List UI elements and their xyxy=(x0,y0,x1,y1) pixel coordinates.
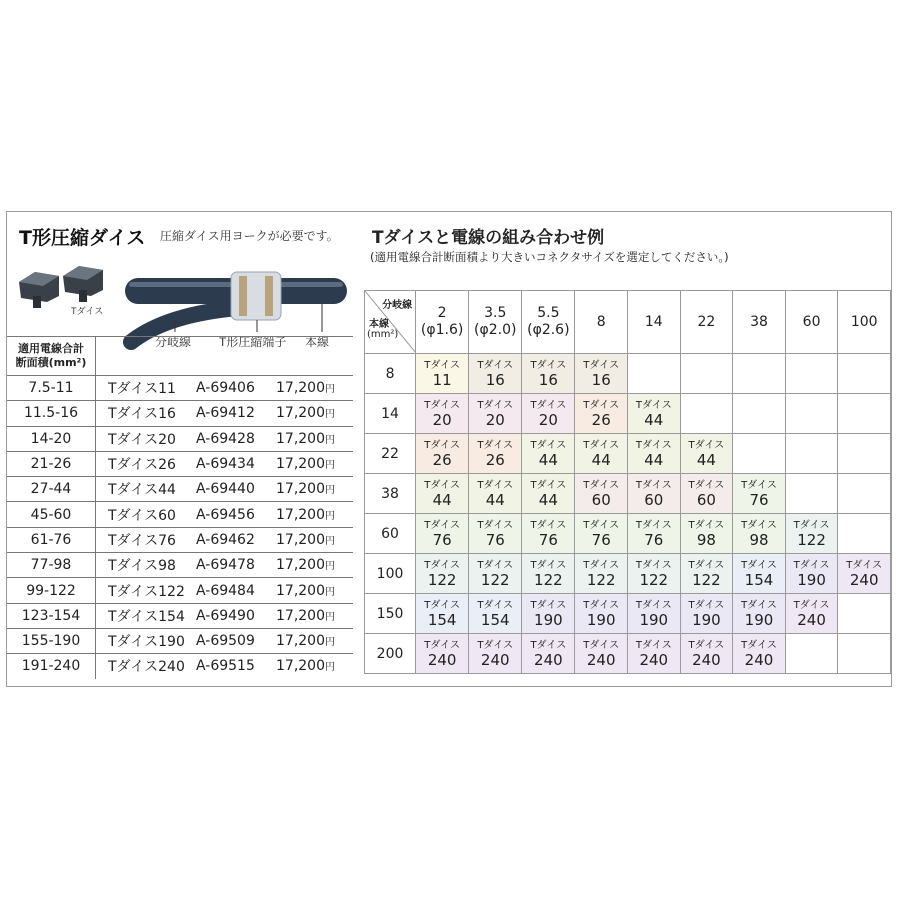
table-row xyxy=(365,434,891,474)
combination-cell: Tダイス 44 xyxy=(628,394,681,434)
combination-cell: Tダイス 154 xyxy=(469,594,522,634)
price: 17,200円 xyxy=(276,527,353,552)
table-row xyxy=(365,594,891,634)
combination-cell xyxy=(785,434,838,474)
combination-cell xyxy=(680,354,733,394)
die-name: Tダイス98 xyxy=(96,553,197,578)
table-header xyxy=(7,337,353,376)
table-row xyxy=(7,376,353,401)
terminal-label: T形圧縮端子 xyxy=(219,335,287,349)
area-range: 123-154 xyxy=(7,603,96,628)
die-price-table xyxy=(7,336,353,679)
die-name: Tダイス240 xyxy=(96,654,197,679)
combination-cell xyxy=(785,394,838,434)
table-row xyxy=(365,394,891,434)
combination-cell xyxy=(733,354,786,394)
t-die-icon xyxy=(19,266,103,308)
row-header: 60 xyxy=(365,514,416,554)
area-range: 61-76 xyxy=(7,527,96,552)
column-header: 60 xyxy=(785,291,838,354)
area-range: 11.5-16 xyxy=(7,401,96,426)
corner-unit: (mm²) xyxy=(367,329,399,340)
combination-cell: Tダイス 190 xyxy=(522,594,575,634)
corner-main: 本線 xyxy=(369,319,389,330)
table-row xyxy=(7,553,353,578)
combination-cell xyxy=(838,514,891,554)
die-name: Tダイス122 xyxy=(96,578,197,603)
price: 17,200円 xyxy=(276,426,353,451)
part-code: A-69484 xyxy=(196,578,276,603)
combination-cell xyxy=(838,354,891,394)
price: 17,200円 xyxy=(276,451,353,476)
table-row xyxy=(7,603,353,628)
die-name: Tダイス190 xyxy=(96,628,197,653)
combination-cell: Tダイス 44 xyxy=(469,474,522,514)
area-range: 99-122 xyxy=(7,578,96,603)
row-header: 38 xyxy=(365,474,416,514)
combination-cell: Tダイス 122 xyxy=(469,554,522,594)
area-range: 191-240 xyxy=(7,654,96,679)
combination-cell: Tダイス 44 xyxy=(416,474,469,514)
die-name: Tダイス16 xyxy=(96,401,197,426)
combination-cell: Tダイス 60 xyxy=(628,474,681,514)
price: 17,200円 xyxy=(276,628,353,653)
combination-cell: Tダイス 240 xyxy=(628,634,681,674)
t-terminal xyxy=(231,272,281,320)
row-header: 150 xyxy=(365,594,416,634)
combination-table xyxy=(364,290,891,674)
combination-cell: Tダイス 26 xyxy=(469,434,522,474)
combination-cell: Tダイス 98 xyxy=(733,514,786,554)
price: 17,200円 xyxy=(276,401,353,426)
part-code: A-69440 xyxy=(196,477,276,502)
combination-cell: Tダイス 26 xyxy=(575,394,628,434)
part-code: A-69515 xyxy=(196,654,276,679)
combination-cell: Tダイス 122 xyxy=(785,514,838,554)
die-list-section xyxy=(7,212,353,686)
combination-cell: Tダイス 122 xyxy=(680,554,733,594)
corner-cell xyxy=(365,291,416,354)
combination-cell: Tダイス 44 xyxy=(628,434,681,474)
table-row xyxy=(7,654,353,679)
combination-cell: Tダイス 154 xyxy=(733,554,786,594)
yoke-note: 圧縮ダイス用ヨークが必要です。 xyxy=(160,229,339,243)
die-name: Tダイス76 xyxy=(96,527,197,552)
area-range: 14-20 xyxy=(7,426,96,451)
combination-cell: Tダイス 44 xyxy=(522,474,575,514)
price: 17,200円 xyxy=(276,603,353,628)
combination-cell: Tダイス 190 xyxy=(628,594,681,634)
column-header: 2 (φ1.6) xyxy=(416,291,469,354)
table-row xyxy=(7,578,353,603)
column-header: 100 xyxy=(838,291,891,354)
area-range: 7.5-11 xyxy=(7,376,96,401)
combination-cell: Tダイス 122 xyxy=(628,554,681,594)
price: 17,200円 xyxy=(276,654,353,679)
combination-cell: Tダイス 11 xyxy=(416,354,469,394)
combination-cell: Tダイス 20 xyxy=(416,394,469,434)
combination-cell: Tダイス 122 xyxy=(416,554,469,594)
row-header: 22 xyxy=(365,434,416,474)
combination-cell xyxy=(785,354,838,394)
column-header: 5.5 (φ2.6) xyxy=(522,291,575,354)
part-code: A-69434 xyxy=(196,451,276,476)
row-header: 200 xyxy=(365,634,416,674)
combination-cell xyxy=(838,474,891,514)
combination-cell: Tダイス 76 xyxy=(628,514,681,554)
combination-cell xyxy=(785,634,838,674)
product-panel xyxy=(6,211,892,687)
table-row xyxy=(7,477,353,502)
main-label: 本線 xyxy=(305,335,330,349)
table-row xyxy=(7,426,353,451)
price: 17,200円 xyxy=(276,578,353,603)
combination-cell: Tダイス 98 xyxy=(680,514,733,554)
combination-cell: Tダイス 240 xyxy=(733,634,786,674)
part-code: A-69478 xyxy=(196,553,276,578)
table-row xyxy=(7,401,353,426)
die-name: Tダイス60 xyxy=(96,502,197,527)
combination-note: (適用電線合計断面積より大きいコネクタサイズを選定してください。) xyxy=(370,250,729,264)
column-header: 22 xyxy=(680,291,733,354)
combination-cell: Tダイス 76 xyxy=(575,514,628,554)
price: 17,200円 xyxy=(276,376,353,401)
column-header: 38 xyxy=(733,291,786,354)
part-code: A-69462 xyxy=(196,527,276,552)
combination-cell xyxy=(733,434,786,474)
combination-cell: Tダイス 190 xyxy=(680,594,733,634)
row-header: 14 xyxy=(365,394,416,434)
area-range: 45-60 xyxy=(7,502,96,527)
combination-cell: Tダイス 190 xyxy=(785,554,838,594)
combination-cell: Tダイス 60 xyxy=(575,474,628,514)
combination-title: Tダイスと電線の組み合わせ例 xyxy=(372,228,605,248)
area-header: 適用電線合計 断面積(mm²) xyxy=(7,337,96,376)
combination-cell: Tダイス 16 xyxy=(522,354,575,394)
part-code: A-69428 xyxy=(196,426,276,451)
combination-cell: Tダイス 240 xyxy=(522,634,575,674)
combination-cell xyxy=(628,354,681,394)
die-name: Tダイス154 xyxy=(96,603,197,628)
area-range: 155-190 xyxy=(7,628,96,653)
column-header-row xyxy=(365,291,891,354)
part-code: A-69406 xyxy=(196,376,276,401)
combination-cell xyxy=(838,594,891,634)
combination-cell: Tダイス 240 xyxy=(838,554,891,594)
die-name: Tダイス11 xyxy=(96,376,197,401)
table-row xyxy=(7,527,353,552)
combination-cell: Tダイス 240 xyxy=(785,594,838,634)
part-code: A-69456 xyxy=(196,502,276,527)
combination-cell: Tダイス 44 xyxy=(522,434,575,474)
area-range: 21-26 xyxy=(7,451,96,476)
combination-cell: Tダイス 240 xyxy=(469,634,522,674)
combination-cell: Tダイス 122 xyxy=(575,554,628,594)
column-header: 8 xyxy=(575,291,628,354)
combination-cell: Tダイス 16 xyxy=(469,354,522,394)
combination-cell: Tダイス 16 xyxy=(575,354,628,394)
part-code: A-69412 xyxy=(196,401,276,426)
table-row xyxy=(365,474,891,514)
combination-cell: Tダイス 240 xyxy=(575,634,628,674)
column-header: 14 xyxy=(628,291,681,354)
column-header: 3.5 (φ2.0) xyxy=(469,291,522,354)
table-row xyxy=(365,554,891,594)
combination-cell: Tダイス 240 xyxy=(416,634,469,674)
combination-cell: Tダイス 76 xyxy=(469,514,522,554)
row-header: 8 xyxy=(365,354,416,394)
combination-cell: Tダイス 76 xyxy=(733,474,786,514)
combination-cell: Tダイス 190 xyxy=(733,594,786,634)
combination-cell xyxy=(838,634,891,674)
combination-cell xyxy=(733,394,786,434)
table-row xyxy=(7,628,353,653)
combination-cell: Tダイス 190 xyxy=(575,594,628,634)
die-name: Tダイス26 xyxy=(96,451,197,476)
combination-cell xyxy=(838,434,891,474)
price: 17,200円 xyxy=(276,553,353,578)
price: 17,200円 xyxy=(276,502,353,527)
area-range: 27-44 xyxy=(7,477,96,502)
price: 17,200円 xyxy=(276,477,353,502)
combination-cell xyxy=(838,394,891,434)
combination-cell: Tダイス 240 xyxy=(680,634,733,674)
combination-cell: Tダイス 60 xyxy=(680,474,733,514)
row-header: 100 xyxy=(365,554,416,594)
die-name: Tダイス44 xyxy=(96,477,197,502)
part-code: A-69509 xyxy=(196,628,276,653)
part-code: A-69490 xyxy=(196,603,276,628)
combination-cell: Tダイス 154 xyxy=(416,594,469,634)
combination-cell: Tダイス 20 xyxy=(469,394,522,434)
combination-cell xyxy=(680,394,733,434)
area-range: 77-98 xyxy=(7,553,96,578)
combination-cell: Tダイス 20 xyxy=(522,394,575,434)
combination-cell xyxy=(785,474,838,514)
combination-cell: Tダイス 76 xyxy=(416,514,469,554)
combination-cell: Tダイス 44 xyxy=(575,434,628,474)
table-row xyxy=(365,514,891,554)
combination-section xyxy=(364,212,891,686)
die-label: Tダイス xyxy=(71,306,104,316)
die-name: Tダイス20 xyxy=(96,426,197,451)
table-row xyxy=(365,634,891,674)
table-row xyxy=(7,451,353,476)
combination-cell: Tダイス 44 xyxy=(680,434,733,474)
table-row xyxy=(365,354,891,394)
combination-cell: Tダイス 76 xyxy=(522,514,575,554)
section-title: T形圧縮ダイス xyxy=(19,227,146,249)
corner-branch: 分岐線 xyxy=(382,300,413,311)
combination-cell: Tダイス 26 xyxy=(416,434,469,474)
combination-cell: Tダイス 122 xyxy=(522,554,575,594)
branch-label: 分岐線 xyxy=(155,335,192,349)
table-row xyxy=(7,502,353,527)
